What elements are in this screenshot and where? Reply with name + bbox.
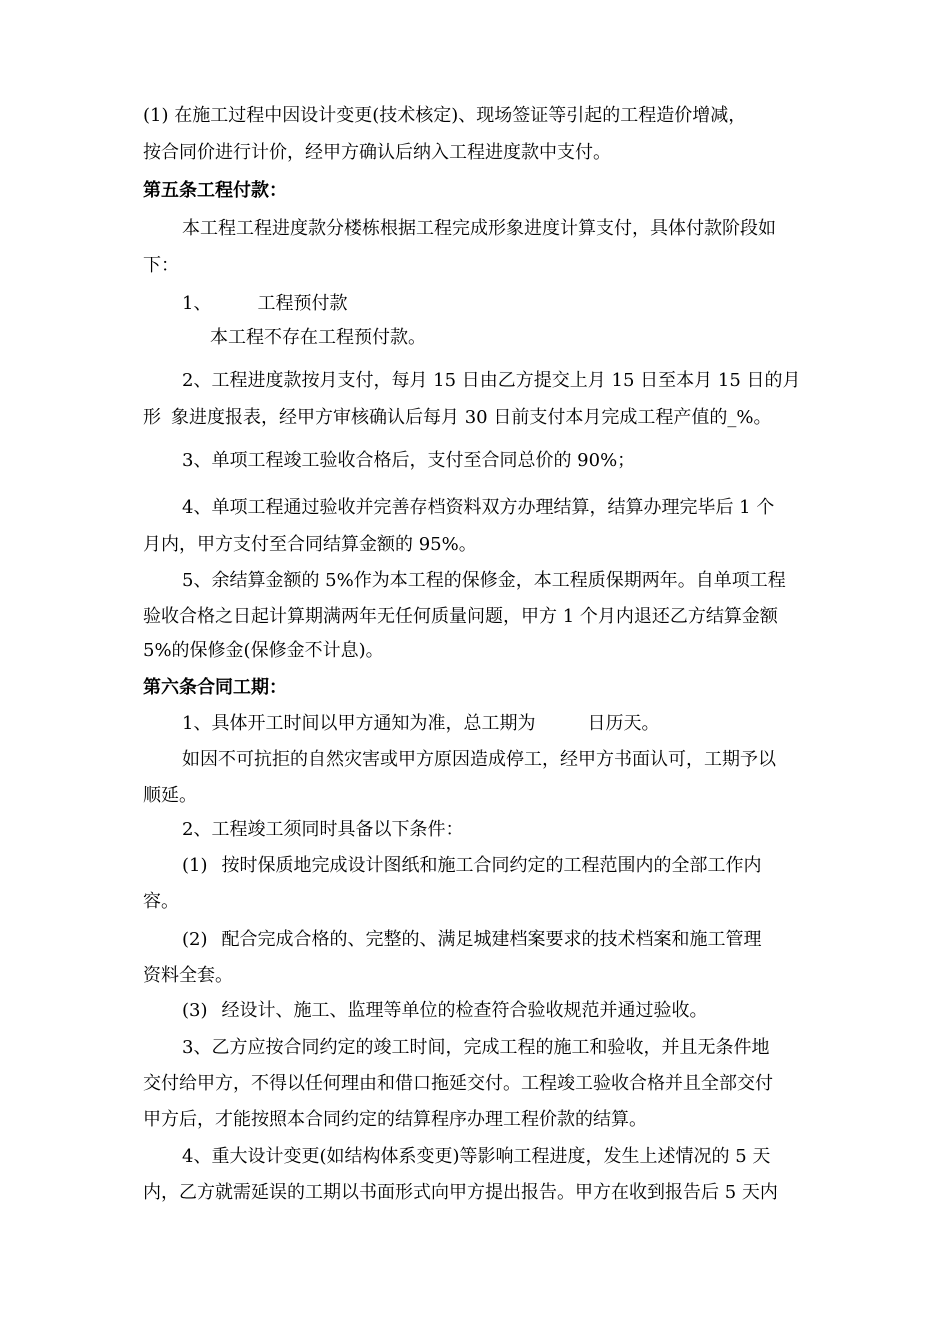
list-text: 经设计、施工、监理等单位的检查符合验收规范并通过验收。 <box>221 1000 708 1021</box>
list-item <box>182 999 708 1023</box>
text-line: 3、单项工程竣工验收合格后，支付至合同总价的 90%； <box>182 450 636 471</box>
text-line: 本工程不存在工程预付款。 <box>210 327 426 348</box>
list-text: 工程预付款 <box>257 293 348 314</box>
list-item <box>182 854 762 878</box>
text-line: 5%的保修金(保修金不计息)。 <box>143 640 384 661</box>
text-line: 顺延。 <box>143 785 197 806</box>
text-fragment: 1、具体开工时间以甲方通知为准，总工期为 <box>182 713 536 734</box>
text-line: 4、重大设计变更(如结构体系变更)等影响工程进度，发生上述情况的 5 天 <box>182 1146 771 1167</box>
text-line: 如因不可抗拒的自然灾害或甲方原因造成停工，经甲方书面认可，工期予以 <box>182 749 776 770</box>
section-heading-6: 第六条合同工期： <box>143 677 287 698</box>
text-line: 2、工程竣工须同时具备以下条件： <box>182 819 464 840</box>
text-fragment: 象进度报表，经甲方审核确认后每月 30 日前支付本月完成工程产值的_%。 <box>171 407 772 428</box>
text-line: 月内，甲方支付至合同结算金额的 95%。 <box>143 534 477 555</box>
text-line <box>143 406 771 430</box>
text-line: 甲方后，才能按照本合同约定的结算程序办理工程价款的结算。 <box>143 1109 647 1130</box>
text-line: 资料全套。 <box>143 965 233 986</box>
section-heading-5: 第五条工程付款： <box>143 180 287 201</box>
list-text: 配合完成合格的、完整的、满足城建档案要求的技术档案和施工管理 <box>221 929 762 950</box>
list-number: (2) <box>182 929 208 950</box>
text-fragment: 形 <box>143 407 161 428</box>
text-line: 内，乙方就需延误的工期以书面形式向甲方提出报告。甲方在收到报告后 5 天内 <box>143 1182 778 1203</box>
text-line: 本工程工程进度款分楼栋根据工程完成形象进度计算支付，具体付款阶段如 <box>182 218 776 239</box>
text-line: 5、余结算金额的 5%作为本工程的保修金，本工程质保期两年。自单项工程 <box>182 570 786 591</box>
text-line: 下： <box>143 255 179 276</box>
text-line: 2、工程进度款按月支付，每月 15 日由乙方提交上月 15 日至本月 15 日的月 <box>182 370 801 391</box>
text-line: 3、乙方应按合同约定的竣工时间，完成工程的施工和验收，并且无条件地 <box>182 1037 770 1058</box>
text-line: 按合同价进行计价，经甲方确认后纳入工程进度款中支付。 <box>143 142 611 163</box>
list-number: 1、 <box>182 293 212 314</box>
list-item <box>182 928 762 952</box>
text-line: 4、单项工程通过验收并完善存档资料双方办理结算，结算办理完毕后 1 个 <box>182 497 775 518</box>
list-item <box>182 292 347 316</box>
text-fragment: 日历天。 <box>587 713 660 734</box>
text-line <box>182 712 659 736</box>
text-line: 验收合格之日起计算期满两年无任何质量问题，甲方 1 个月内退还乙方结算金额 <box>143 606 778 627</box>
list-number: (3) <box>182 1000 208 1021</box>
list-text: 按时保质地完成设计图纸和施工合同约定的工程范围内的全部工作内 <box>221 855 762 876</box>
text-line: 交付给甲方，不得以任何理由和借口拖延交付。工程竣工验收合格并且全部交付 <box>143 1073 773 1094</box>
text-line: 容。 <box>143 891 179 912</box>
text-line: (1) 在施工过程中因设计变更(技术核定)、现场签证等引起的工程造价增减， <box>143 105 747 126</box>
list-number: (1) <box>182 855 208 876</box>
